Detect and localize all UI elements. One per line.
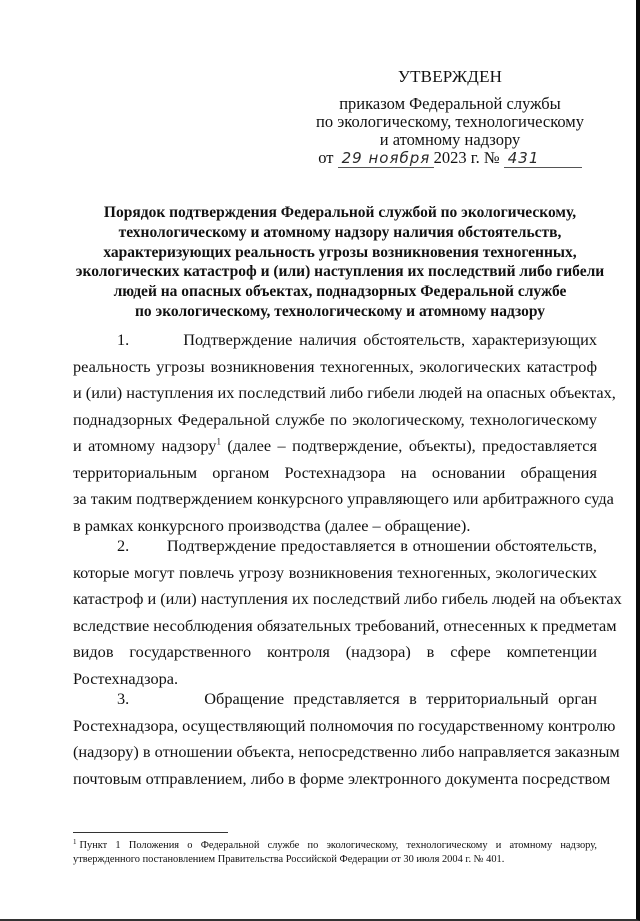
paragraph-line: и (или) наступления их последствий либо гибели людей на опасных объектах, bbox=[73, 383, 616, 402]
paragraph-line: 2. Подтверждение предоставляется в отношении обстоятельств, bbox=[117, 536, 597, 555]
year-text: 2023 г. № bbox=[433, 148, 500, 167]
title-line: характеризующих реальность угрозы возникновения техногенных, bbox=[103, 243, 577, 261]
paragraph-line: реальность угрозы возникновения техногенных, экологических катастроф bbox=[73, 356, 597, 376]
paragraph-line: Ростехнадзора, осуществляющий полномочия по государственному контролю bbox=[73, 715, 616, 735]
paragraph-line: видов государственного контроля (надзора) в сфере компетенции bbox=[73, 642, 597, 661]
paragraph-2 bbox=[73, 533, 622, 692]
paragraph-line: поднадзорных Федеральной службе по экологическому, технологическому bbox=[73, 409, 597, 429]
approval-stamp bbox=[300, 68, 600, 168]
footnote-divider bbox=[73, 832, 228, 833]
paragraph-line: 3. Обращение представляется в территориальный орган bbox=[117, 689, 597, 708]
title-line: экологических катастроф и (или) наступления их последствий либо гибели bbox=[75, 263, 605, 281]
footnote bbox=[73, 839, 597, 867]
title-line: Порядок подтверждения Федеральной службой по экологическому, bbox=[103, 204, 577, 221]
paragraph-1 bbox=[73, 327, 616, 539]
paragraph-line: катастроф и (или) наступления их последствий либо гибель людей на объектах bbox=[73, 589, 622, 608]
paragraph-line: которые могут повлечь угрозу возникновения техногенных, экологических bbox=[73, 562, 597, 582]
paragraph-number: 1. bbox=[117, 330, 130, 349]
document-title bbox=[62, 203, 618, 322]
approval-date-line bbox=[300, 149, 600, 168]
footnote-marker: 1 bbox=[73, 837, 77, 846]
approval-line: по экологическому, технологическому bbox=[315, 112, 584, 131]
approval-line: приказом Федеральной службы bbox=[339, 94, 561, 113]
footnote-line: $^1$ Пункт 1 Положения о Федеральной службе по экологическому, технологическому и атомному надзору, bbox=[73, 837, 597, 851]
paragraph-line: Ростехнадзора. bbox=[73, 668, 179, 688]
approval-line: и атомному надзору bbox=[379, 130, 521, 149]
paragraph-line: вследствие несоблюдения обязательных требований, отнесенных к предметам bbox=[73, 615, 617, 635]
paragraph-3 bbox=[73, 686, 620, 792]
footnote-reference: 1 bbox=[216, 436, 221, 447]
paragraph-line: почтовым отправлением, либо в форме электронного документа посредством bbox=[73, 768, 611, 788]
footnote-line: утвержденного постановлением Правительства Российской Федерации от 30 июля 2004 г. № 401. bbox=[73, 854, 505, 865]
handwritten-date: 29 ноября bbox=[338, 149, 434, 168]
paragraph-line: за таким подтверждением конкурсного управляющего или арбитражного суда bbox=[73, 489, 614, 508]
title-line: людей на опасных объектах, поднадзорных Федеральной службе bbox=[113, 283, 567, 301]
paragraph-line: территориальным органом Ростехнадзора на основании обращения bbox=[73, 462, 597, 482]
title-line: по экологическому, технологическому и атомному надзору bbox=[134, 302, 546, 320]
paragraph-line: (надзору) в отношении объекта, непосредственно либо направляется заказным bbox=[73, 742, 620, 761]
paragraph-line: 1. Подтверждение наличия обстоятельств, характеризующих bbox=[117, 330, 598, 349]
paragraph-line: и атомному надзору$^1$ (далее – подтверждение, объекты), предоставляется bbox=[73, 436, 597, 455]
paragraph-number: 2. bbox=[117, 536, 130, 555]
date-prefix: от bbox=[318, 148, 334, 167]
paragraph-number: 3. bbox=[117, 689, 130, 708]
title-line: технологическому и атомному надзору наличия обстоятельств, bbox=[118, 223, 562, 241]
paragraph-line: в рамках конкурсного производства (далее – обращение). bbox=[73, 515, 471, 535]
handwritten-order-number: 431 bbox=[504, 149, 582, 168]
approval-title: УТВЕРЖДЕН bbox=[397, 67, 503, 86]
